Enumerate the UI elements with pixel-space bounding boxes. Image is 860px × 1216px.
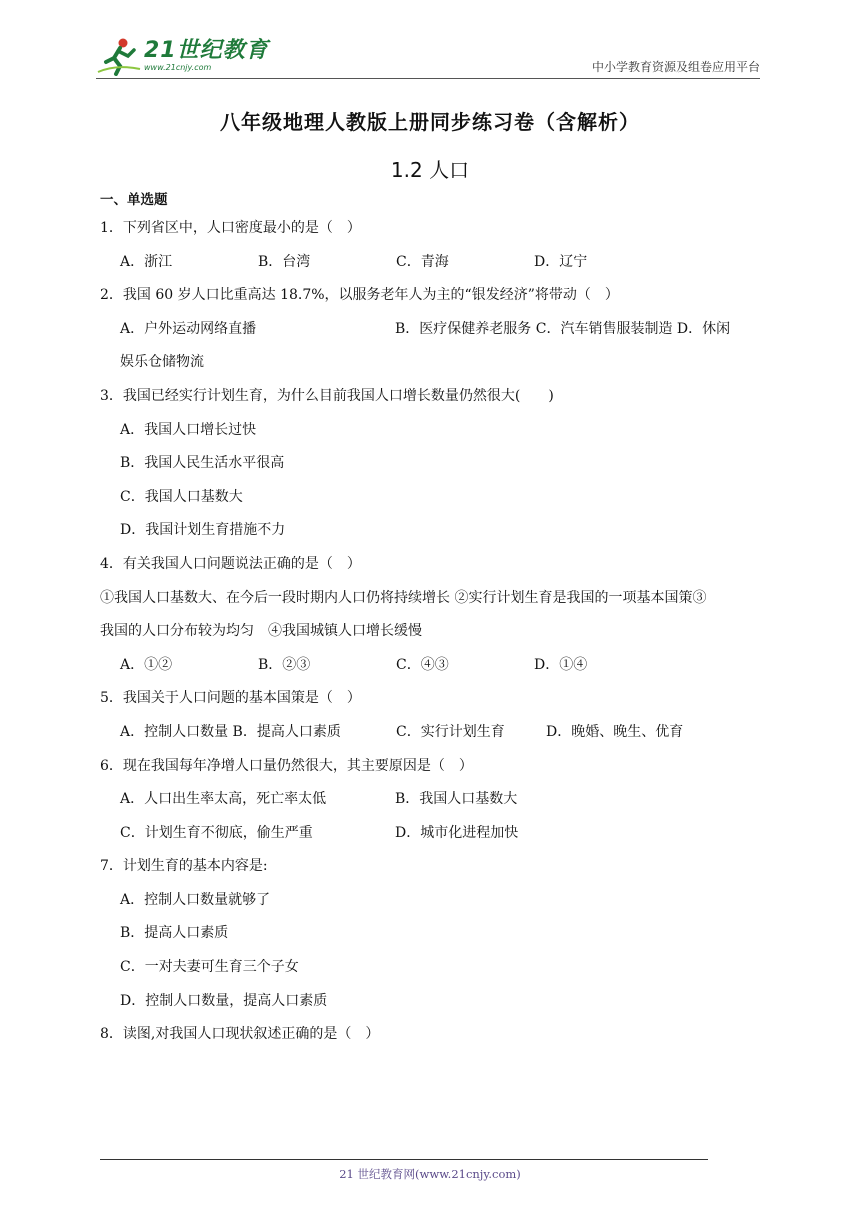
option-bcd[interactable]: B．医疗保健养老服务 C．汽车销售服装制造 D．休闲 [395,320,731,337]
platform-label: 中小学教育资源及组卷应用平台 [591,60,760,74]
page-title: 八年级地理人教版上册同步练习卷（含解析） [220,110,640,134]
option-c[interactable]: C．一对夫妻可生育三个子女 [120,959,299,976]
option-c[interactable]: C．实行计划生育 [396,723,505,740]
question-stem: 5．我国关于人口问题的基本国策是（ ） [100,690,361,707]
option-a[interactable]: A．①② [120,656,173,673]
option-b[interactable]: B．我国人民生活水平很高 [120,455,285,472]
option-c[interactable]: C．计划生育不彻底，偷生严重 [120,824,313,841]
page-subtitle: 1.2 人口 [390,158,470,182]
question-stem: 3．我国已经实行计划生育，为什么目前我国人口增长数量仍然很大( ) [100,387,554,404]
question-options [100,817,765,851]
question-options [100,783,765,817]
footer-divider [100,1159,708,1160]
logo-name: 21世纪教育 [144,38,269,63]
option-ab[interactable]: A．控制人口数量 B．提高人口素质 [120,723,341,740]
footer-link[interactable]: 21 世纪教育网(www.21cnjy.com) [339,1167,521,1181]
option-d[interactable]: D．城市化进程加快 [395,824,519,841]
option-d[interactable]: D．控制人口数量，提高人口素质 [120,992,328,1009]
header-divider [96,78,760,79]
question-stem: 1．下列省区中，人口密度最小的是（ ） [100,220,361,236]
option-b[interactable]: B．我国人口基数大 [395,791,518,808]
option-d[interactable]: D．①④ [534,656,588,673]
option-c[interactable]: C．我国人口基数大 [120,488,243,505]
question-text: ①我国人口基数大、在今后一段时期内人口仍将持续增长 ②实行计划生育是我国的一项基本国策③ [100,589,707,606]
runner-logo-icon [96,36,142,76]
page-header [96,30,760,80]
option-d[interactable]: D．辽宁 [534,253,588,270]
question-list [100,188,765,1052]
question-options [100,313,765,347]
option-b[interactable]: B．台湾 [258,253,311,270]
option-d[interactable]: D．晚婚、晚生、优育 [546,723,684,740]
question-stem: 4．有关我国人口问题说法正确的是（ ） [100,555,361,572]
question-stem: 6．现在我国每年净增人口量仍然很大，其主要原因是（ ） [100,757,473,774]
option-a[interactable]: A．人口出生率太高，死亡率太低 [120,791,327,808]
option-b[interactable]: B．提高人口素质 [120,925,229,942]
option-a[interactable]: A．户外运动网络直播 [120,320,257,337]
option-c[interactable]: C．青海 [396,253,449,270]
option-b[interactable]: B．②③ [258,656,311,673]
question-text: 我国的人口分布较为均匀 ④我国城镇人口增长缓慢 [100,623,422,640]
question-options [100,649,765,683]
option-d[interactable]: D．我国计划生育措施不力 [120,522,286,539]
question-stem: 8．读图,对我国人口现状叙述正确的是（ ） [100,1026,380,1043]
option-c[interactable]: C．④③ [396,656,449,673]
option-a[interactable]: A．我国人口增长过快 [120,421,257,438]
option-continuation: 娱乐仓储物流 [120,354,204,371]
site-logo[interactable] [96,36,269,76]
question-options [100,716,765,750]
option-a[interactable]: A．控制人口数量就够了 [120,891,271,908]
section-heading: 一、单选题 [100,192,168,208]
question-options [100,246,765,280]
logo-url: www.21cnjy.com [144,63,212,72]
question-stem: 2．我国 60 岁人口比重高达 18.7%，以服务老年人为主的“银发经济”将带动（ ） [100,287,619,304]
question-stem: 7．计划生育的基本内容是: [100,858,268,875]
option-a[interactable]: A．浙江 [120,253,173,270]
